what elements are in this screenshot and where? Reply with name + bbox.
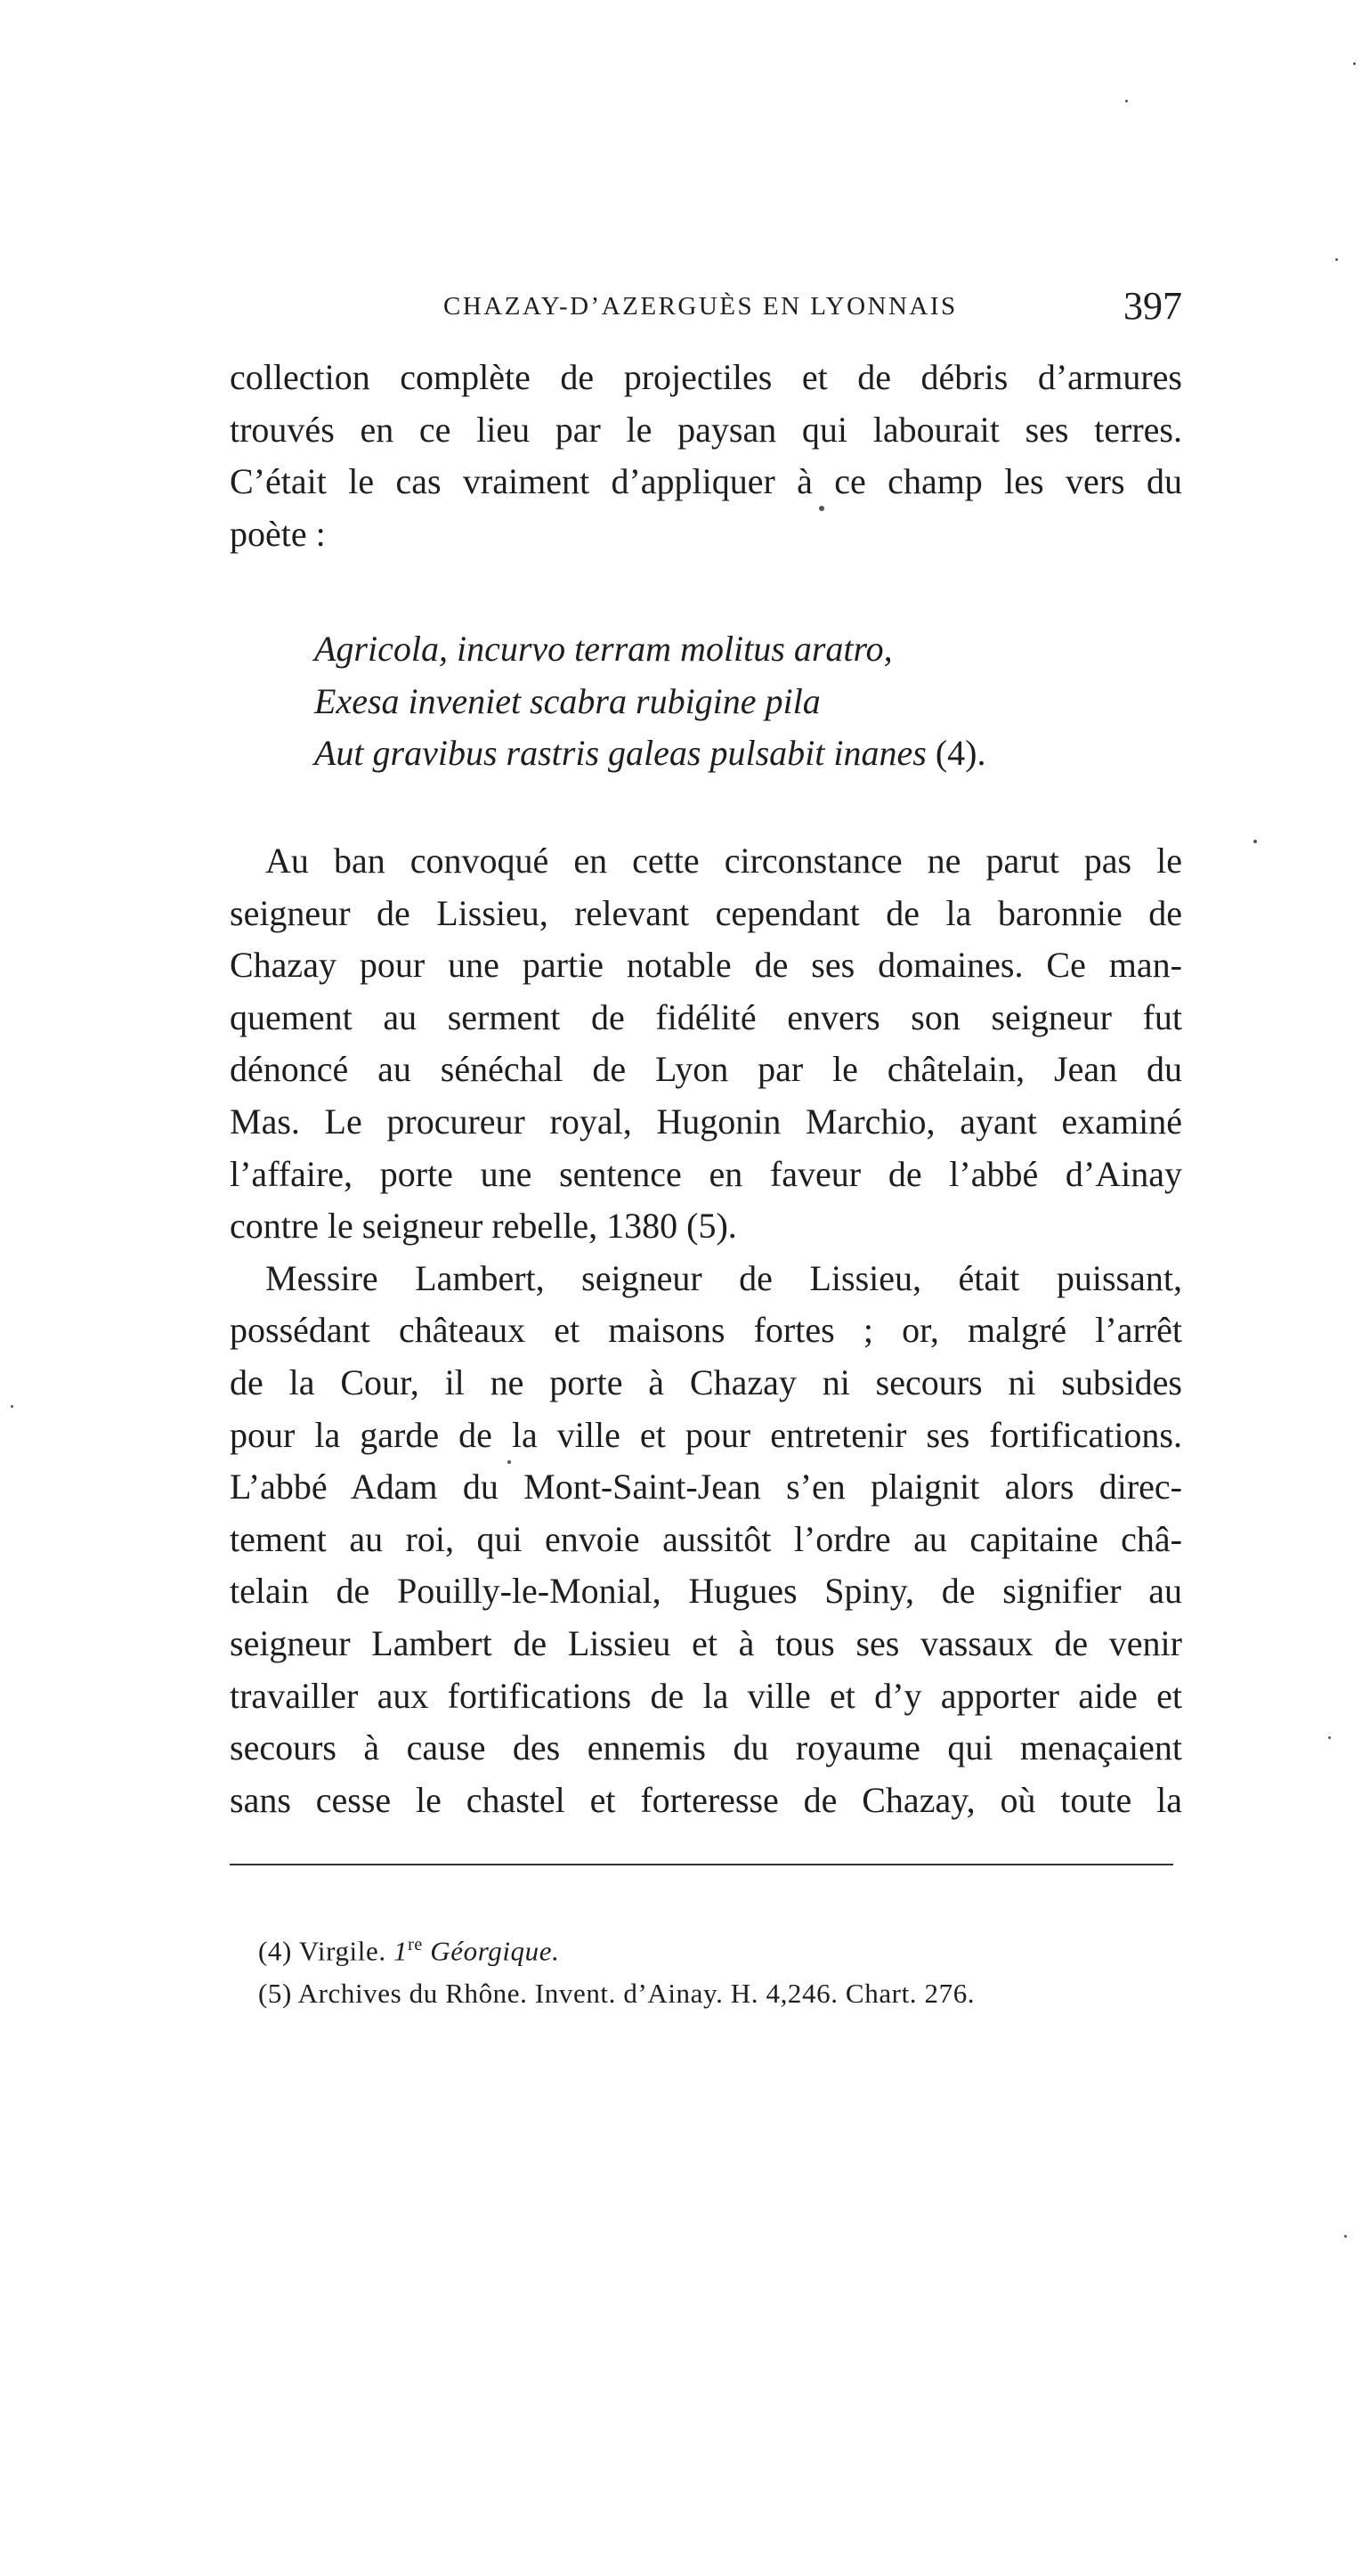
text-line: trouvés en ce lieu par le paysan qui labourait ses terres. [230, 409, 1182, 450]
footnote-text: Archives du Rhône. Invent. d’Ainay. H. 4,246. Chart. 276. [297, 1978, 976, 2010]
paragraph-1 [230, 352, 1182, 560]
latin-verse [314, 623, 985, 780]
text-line: l’affaire, porte une sentence en faveur de l’abbé d’Ainay [230, 1153, 1182, 1194]
text-line: possédant châteaux et maisons fortes ; or, malgré l’arrêt [230, 1310, 1182, 1351]
running-title: CHAZAY-D’AZERGUÈS EN LYONNAIS [443, 292, 958, 321]
paper-speck [1125, 100, 1128, 102]
text-line: sans cesse le chastel et forteresse de Chazay, où toute la [230, 1779, 1182, 1820]
text-line: telain de Pouilly-le-Monial, Hugues Spiny, de signifier au [230, 1571, 1182, 1612]
text-line: tement au roi, qui envoie aussitôt l’ordre au capitaine châ- [230, 1518, 1182, 1559]
text-line: de la Cour, il ne porte à Chazay ni secours ni subsides [230, 1361, 1182, 1402]
paper-speck [819, 506, 824, 511]
text-line: Messire Lambert, seigneur de Lissieu, était puissant, [265, 1257, 1182, 1298]
text-line: seigneur de Lissieu, relevant cependant de la baronnie de [230, 892, 1182, 933]
paper-speck [1253, 840, 1257, 843]
text-line: C’était le cas vraiment d’appliquer à ce champ les vers du [230, 461, 1182, 502]
paper-speck [1344, 2235, 1347, 2238]
footnote-ordinal-suffix: re [408, 1935, 423, 1954]
footnote-4 [258, 1923, 975, 1972]
footnote-work: Géorgique. [430, 1935, 560, 1967]
text-line: Chazay pour une partie notable de ses domaines. Ce man- [230, 945, 1182, 986]
verse-line-text: Aut gravibus rastris galeas pulsabit inanes [314, 733, 927, 774]
page-number: 397 [1123, 284, 1182, 328]
paper-speck [11, 1405, 13, 1408]
verse-line [314, 727, 985, 780]
paragraph-3 [230, 1253, 1182, 1827]
text-line: travailler aux fortifications de la ville et d’y apporter aide et [230, 1675, 1182, 1716]
text-line: dénoncé au sénéchal de Lyon par le châtelain, Jean du [230, 1049, 1182, 1090]
footnote-separator [230, 1864, 1173, 1865]
text-line: quement au serment de fidélité envers son seigneur fut [230, 996, 1182, 1037]
text-line: contre le seigneur rebelle, 1380 (5). [230, 1206, 737, 1247]
text-line: pour la garde de la ville et pour entretenir ses fortifications. [230, 1414, 1182, 1455]
footnote-reference: (4). [935, 733, 986, 774]
footnote-marker: (5) [258, 1978, 292, 2010]
paper-speck [1353, 62, 1356, 65]
text-line: seigneur Lambert de Lissieu et à tous ses vassaux de venir [230, 1622, 1182, 1663]
footnote-ordinal: 1 [393, 1935, 409, 1967]
verse-line: Agricola, incurvo terram molitus aratro, [314, 629, 893, 669]
text-line: L’abbé Adam du Mont-Saint-Jean s’en plaignit alors direc- [230, 1467, 1182, 1507]
paper-speck [1328, 1736, 1331, 1739]
text-line: secours à cause des ennemis du royaume qui menaçaient [230, 1727, 1182, 1768]
footnote-5 [258, 1972, 975, 2015]
text-line: Au ban convoqué en cette circonstance ne parut pas le [265, 841, 1182, 881]
paragraph-2 [230, 835, 1182, 1253]
page-header [230, 283, 1182, 337]
text-line: Mas. Le procureur royal, Hugonin Marchio, ayant examiné [230, 1101, 1182, 1142]
paper-speck [507, 1460, 511, 1464]
paper-speck [1335, 258, 1338, 261]
text-line: poète : [230, 513, 326, 554]
footnote-text: Virgile. [298, 1935, 386, 1967]
footnote-marker: (4) [258, 1935, 292, 1967]
body-text [230, 835, 1182, 1826]
text-line: collection complète de projectiles et de débris d’armures [230, 357, 1182, 397]
footnotes [258, 1923, 975, 2015]
verse-line: Exesa inveniet scabra rubigine pila [314, 680, 821, 721]
